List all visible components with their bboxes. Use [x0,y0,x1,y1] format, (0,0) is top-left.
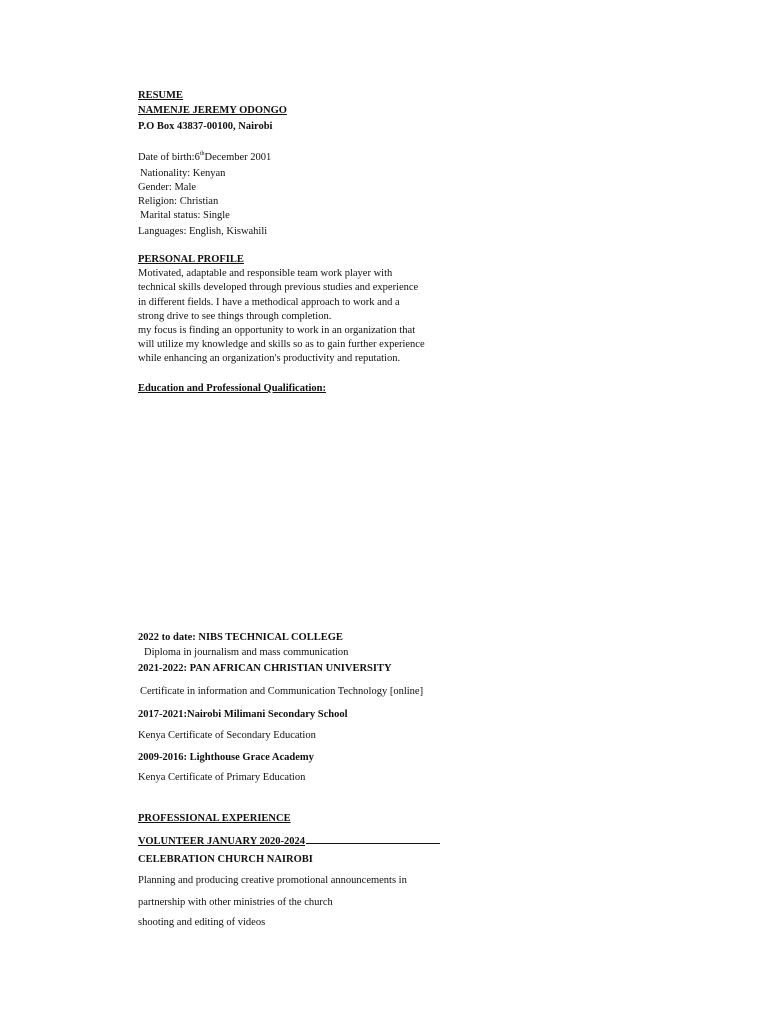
education-entry-title: 2022 to date: NIBS TECHNICAL COLLEGE [138,632,343,643]
profile-line: my focus is finding an opportunity to work in an organization that [138,325,416,336]
role-period: JANUARY 2020-2024 [204,836,306,847]
dob-suffix: th [199,151,205,157]
profile-line: strong drive to see things through completion. [138,311,332,322]
profile-line: Motivated, adaptable and responsible team work player with [138,268,393,279]
postal-address: P.O Box 43837-00100, Nairobi [138,121,273,132]
experience-duty: shooting and editing of videos [138,917,266,928]
nationality: Nationality: Kenyan [140,168,226,179]
dob-day: 6 [194,152,200,163]
profile-line: while enhancing an organization's productivity and reputation. [138,353,401,364]
profile-line: in different fields. I have a methodical approach to work and a [138,297,400,308]
marital-status: Marital status: Single [140,210,230,221]
education-entry-title: 2017-2021:Nairobi Milimani Secondary School [138,709,348,720]
experience-organization: CELEBRATION CHURCH NAIROBI [138,854,313,865]
profile-line: will utilize my knowledge and skills so as to gain further experience [138,339,425,350]
role-label: VOLUNTEER [138,836,205,847]
education-entry-title: 2021-2022: PAN AFRICAN CHRISTIAN UNIVERSITY [138,663,392,674]
experience-duty: Planning and producing creative promotional announcements in [138,875,407,886]
profile-line: technical skills developed through previous studies and experience [138,282,419,293]
education-entry-title: 2009-2016: Lighthouse Grace Academy [138,752,314,763]
education-entry-detail: Diploma in journalism and mass communication [144,647,349,658]
dob-label: Date of birth: [138,152,195,163]
profile-heading: PERSONAL PROFILE [138,254,244,265]
gender: Gender: Male [138,182,197,193]
languages: Languages: English, Kiswahili [138,226,268,237]
candidate-name: NAMENJE JEREMY ODONGO [138,105,287,116]
dob-month-year: December 2001 [204,152,272,163]
education-entry-detail: Certificate in information and Communication Technology [online] [140,686,424,697]
experience-role [138,833,440,848]
date-of-birth [138,151,271,164]
education-entry-detail: Kenya Certificate of Secondary Education [138,730,316,741]
education-entry-detail: Kenya Certificate of Primary Education [138,772,306,783]
experience-duty: partnership with other ministries of the church [138,897,333,908]
experience-heading: PROFESSIONAL EXPERIENCE [138,813,291,824]
education-heading: Education and Professional Qualification: [138,383,326,394]
religion: Religion: Christian [138,196,219,207]
resume-title: RESUME [138,90,183,101]
signature-rule [306,833,440,844]
